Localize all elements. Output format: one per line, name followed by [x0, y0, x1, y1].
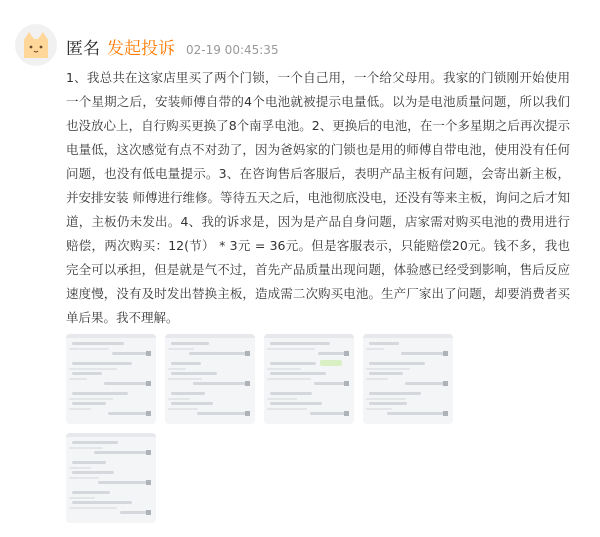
- complaint-body: 1、我总共在这家店里买了两个门锁，一个自己用，一个给父母用。我家的门锁刚开始使用一个星期之后，安装师傅自带的4个电池就被提示电量低。以为是电池质量问题，所以我们也没放心上，自行购买更换了8个南孚电池。2、更换后的电池，在一个多星期之后再次提示电量低，这次感觉有点不对劲了，因为爸妈家的门锁也是用的师傅自带电池，使用没有任何问题，也没有低电量提示。3、在咨询售后客服后，表明产品主板有问题，会寄出新主板，并安排安装 师傅进行维修。等待五天之后，电池彻底没电，还没有等来主板，询问之后才知道，主板仍未发出。4、我的诉求是，因为是产品自身问题，店家需对购买电池的费用进行赔偿，两次购买：12(节） * 3元 = 36元。但是客服表示，只能赔偿20元。钱不多，我也完全可以承担，但是就是气不过，首先产品质量出现问题，体验感已经受到影响，售后反应速度慢，没有及时发出替换主板，造成需二次购买电池。生产厂家出了问题，却要消费者买单后果。我不理解。: [66, 70, 570, 325]
- chat-screenshot-icon: [66, 433, 156, 523]
- attachment-thumbnail[interactable]: [264, 334, 354, 424]
- complaint-status: 发起投诉: [107, 39, 175, 59]
- attachment-thumbnail[interactable]: [363, 334, 453, 424]
- attachment-thumbnail[interactable]: [66, 433, 156, 523]
- timestamp: 02-19 00:45:35: [186, 43, 279, 57]
- attachment-thumbnail[interactable]: [165, 334, 255, 424]
- attachment-thumbnail[interactable]: [66, 334, 156, 424]
- complaint-header: [66, 34, 279, 59]
- chat-screenshot-icon: [66, 334, 156, 424]
- avatar[interactable]: [15, 24, 57, 66]
- chat-screenshot-icon: [363, 334, 453, 424]
- chat-screenshot-icon: [264, 334, 354, 424]
- author-name[interactable]: 匿名: [66, 39, 100, 59]
- cat-avatar-icon: [21, 31, 51, 59]
- chat-screenshot-icon: [165, 334, 255, 424]
